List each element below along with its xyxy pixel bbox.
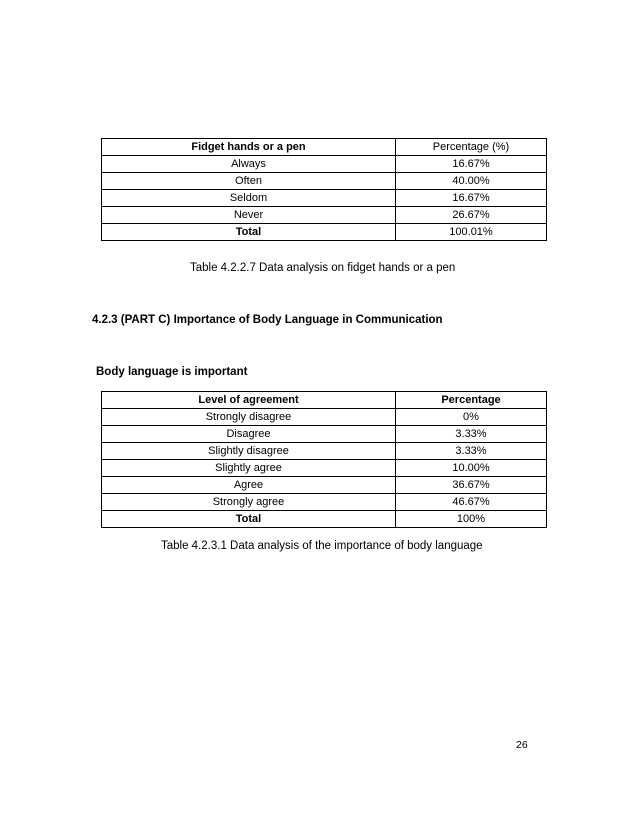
- table-caption: Table 4.2.2.7 Data analysis on fidget hands or a pen: [190, 262, 456, 274]
- table-row: [102, 207, 547, 224]
- total-percentage: 100.01%: [396, 224, 547, 241]
- row-percentage: 26.67%: [396, 207, 547, 224]
- importance-table: [101, 391, 547, 528]
- row-percentage: 40.00%: [396, 173, 547, 190]
- table-total-row: [102, 511, 547, 528]
- row-label: Strongly disagree: [102, 409, 396, 426]
- table-row: [102, 460, 547, 477]
- row-label: Often: [102, 173, 396, 190]
- row-percentage: 36.67%: [396, 477, 547, 494]
- table-header-row: [102, 392, 547, 409]
- column-header-percentage: Percentage (%): [396, 139, 547, 156]
- row-percentage: 3.33%: [396, 443, 547, 460]
- section-heading: 4.2.3 (PART C) Importance of Body Language in Communication: [92, 314, 443, 326]
- row-label: Slightly agree: [102, 460, 396, 477]
- row-percentage: 16.67%: [396, 190, 547, 207]
- row-label: Disagree: [102, 426, 396, 443]
- row-label: Seldom: [102, 190, 396, 207]
- fidget-table: [101, 138, 547, 241]
- table-row: [102, 156, 547, 173]
- table-row: [102, 477, 547, 494]
- row-percentage: 0%: [396, 409, 547, 426]
- table-total-row: [102, 224, 547, 241]
- page-number: 26: [516, 739, 528, 751]
- row-label: Agree: [102, 477, 396, 494]
- row-percentage: 10.00%: [396, 460, 547, 477]
- row-label: Strongly agree: [102, 494, 396, 511]
- column-header-behavior: Fidget hands or a pen: [102, 139, 396, 156]
- row-label: Always: [102, 156, 396, 173]
- row-percentage: 46.67%: [396, 494, 547, 511]
- table-header-row: [102, 139, 547, 156]
- table-row: [102, 494, 547, 511]
- column-header-agreement: Level of agreement: [102, 392, 396, 409]
- table-row: [102, 173, 547, 190]
- table-row: [102, 443, 547, 460]
- table-row: [102, 409, 547, 426]
- row-label: Never: [102, 207, 396, 224]
- total-label: Total: [102, 224, 396, 241]
- column-header-percentage: Percentage: [396, 392, 547, 409]
- table-caption: Table 4.2.3.1 Data analysis of the importance of body language: [161, 540, 483, 552]
- row-percentage: 16.67%: [396, 156, 547, 173]
- table-row: [102, 426, 547, 443]
- row-percentage: 3.33%: [396, 426, 547, 443]
- total-label: Total: [102, 511, 396, 528]
- row-label: Slightly disagree: [102, 443, 396, 460]
- subsection-heading: Body language is important: [96, 366, 248, 378]
- total-percentage: 100%: [396, 511, 547, 528]
- table-row: [102, 190, 547, 207]
